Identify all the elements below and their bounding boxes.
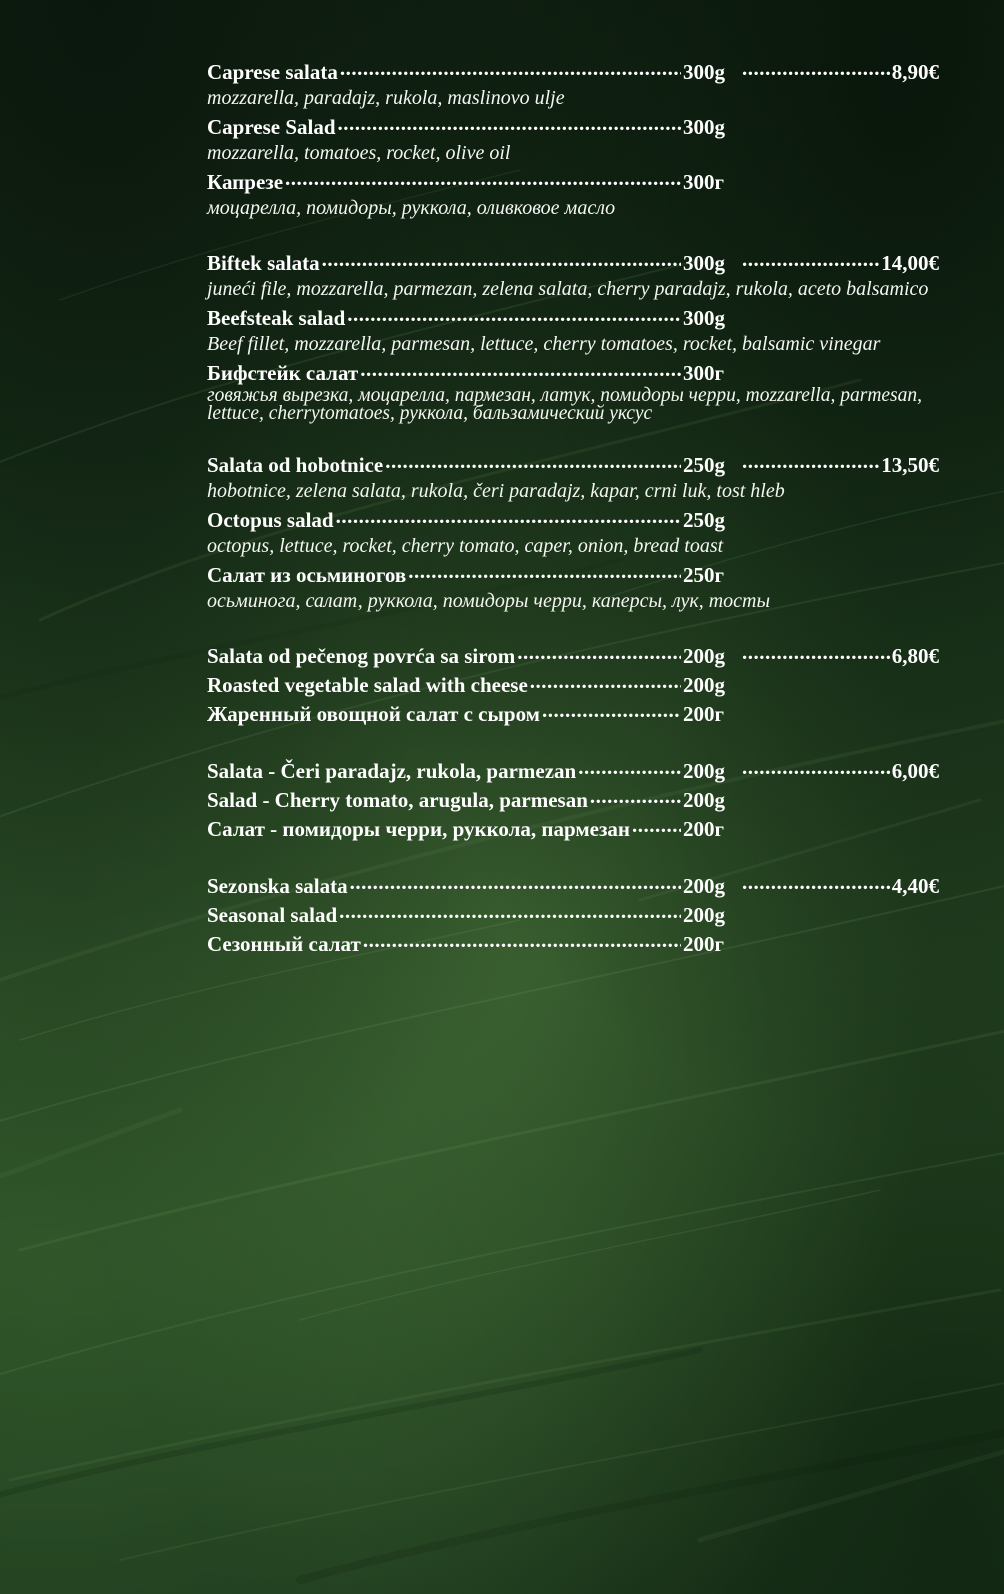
item-weight: 300g <box>683 60 725 84</box>
dot-leader <box>742 872 890 893</box>
item-weight: 200г <box>683 932 725 956</box>
dot-leader <box>590 786 681 807</box>
dot-leader <box>360 359 681 380</box>
item-name: Roasted vegetable salad with cheese <box>207 673 528 697</box>
item-weight: 200г <box>683 702 725 726</box>
dot-leader <box>542 700 681 721</box>
item-name: Beefsteak salad <box>207 306 346 330</box>
item-row <box>207 359 939 387</box>
item-price: 6,00€ <box>891 759 939 783</box>
item-description: mozzarella, paradajz, rukola, maslinovo ulje <box>207 87 565 109</box>
item-weight: 300г <box>683 170 725 194</box>
item-name: Salad - Cherry tomato, arugula, parmesan <box>207 788 588 812</box>
dot-leader <box>517 642 681 663</box>
item-weight: 200g <box>683 673 725 697</box>
item-name: Salata - Čeri paradajz, rukola, parmezan <box>207 759 577 783</box>
dot-leader <box>632 815 681 836</box>
item-row <box>207 757 939 786</box>
item-weight: 300г <box>683 361 725 385</box>
menu-item-roasted-vegetable <box>207 642 939 729</box>
item-weight: 200g <box>683 903 725 927</box>
item-name: Бифстейк салат <box>207 361 359 385</box>
item-weight: 250g <box>683 508 725 532</box>
item-row <box>207 671 939 700</box>
item-weight: 250g <box>683 453 725 477</box>
dot-leader <box>350 872 681 893</box>
item-row <box>207 506 939 534</box>
item-weight: 300g <box>683 306 725 330</box>
dot-leader <box>742 249 879 270</box>
item-row <box>207 451 939 479</box>
item-name: Seasonal salad <box>207 903 338 927</box>
dot-leader <box>338 113 681 134</box>
item-row <box>207 872 939 901</box>
item-price: 14,00€ <box>881 251 939 275</box>
dot-leader <box>339 901 681 922</box>
menu-item-seasonal <box>207 872 939 959</box>
item-name: Капрезе <box>207 170 284 194</box>
item-name: Салат из осьминогов <box>207 563 407 587</box>
dot-leader <box>742 642 890 663</box>
item-row <box>207 58 939 86</box>
item-row <box>207 930 939 959</box>
item-row <box>207 249 939 277</box>
item-name: Salata od hobotnice <box>207 453 384 477</box>
item-name: Сезонный салат <box>207 932 361 956</box>
item-name: Caprese Salad <box>207 115 336 139</box>
item-description: hobotnice, zelena salata, rukola, čeri paradajz, kapar, crni luk, tost hleb <box>207 480 785 502</box>
dot-leader <box>385 451 681 472</box>
item-description: моцарелла, помидоры, руккола, оливковое масло <box>207 197 616 219</box>
item-description: Beef fillet, mozzarella, parmesan, lettuce, cherry tomatoes, rocket, balsamic vinegar <box>207 333 881 355</box>
item-row <box>207 786 939 815</box>
item-weight: 200г <box>683 817 725 841</box>
salad-menu <box>207 58 939 987</box>
menu-item-octopus <box>207 451 939 614</box>
dot-leader <box>363 930 681 951</box>
dot-leader <box>742 757 890 778</box>
item-row <box>207 815 939 844</box>
item-name: Жаренный овощной салат с сыром <box>207 702 540 726</box>
dot-leader <box>578 757 681 778</box>
item-row <box>207 700 939 729</box>
item-row <box>207 901 939 930</box>
dot-leader <box>336 506 681 527</box>
item-row <box>207 561 939 589</box>
menu-item-beefsteak <box>207 249 939 423</box>
dot-leader <box>285 168 681 189</box>
item-weight: 300g <box>683 115 725 139</box>
item-name: Salata od pečenog povrća sa sirom <box>207 644 516 668</box>
item-description: octopus, lettuce, rocket, cherry tomato, caper, onion, bread toast <box>207 535 724 557</box>
item-weight: 200g <box>683 644 725 668</box>
item-description: говяжья вырезка, моцарелла, пармезан, латук, помидоры черри, mozzarella, parmesan, lettuce, cherrytomatoes, руккола, бальзамический уксус <box>207 385 923 424</box>
item-row <box>207 304 939 332</box>
dot-leader <box>408 561 681 582</box>
item-price: 13,50€ <box>881 453 939 477</box>
menu-item-cherry-tomato <box>207 757 939 844</box>
menu-item-caprese <box>207 58 939 221</box>
dot-leader <box>340 58 681 79</box>
item-description: осьминога, салат, руккола, помидоры черри, каперсы, лук, тосты <box>207 590 770 612</box>
item-description: juneći file, mozzarella, parmezan, zelena salata, cherry paradajz, rukola, aceto balsamico <box>207 278 929 300</box>
item-description: mozzarella, tomatoes, rocket, olive oil <box>207 142 511 164</box>
item-name: Caprese salata <box>207 60 338 84</box>
dot-leader <box>530 671 681 692</box>
item-name: Салат - помидоры черри, руккола, пармезан <box>207 817 631 841</box>
item-price: 8,90€ <box>891 60 939 84</box>
dot-leader <box>347 304 681 325</box>
item-price: 6,80€ <box>891 644 939 668</box>
item-weight: 250г <box>683 563 725 587</box>
item-name: Biftek salata <box>207 251 320 275</box>
item-weight: 200g <box>683 759 725 783</box>
item-weight: 200g <box>683 788 725 812</box>
item-weight: 300g <box>683 251 725 275</box>
dot-leader <box>742 58 890 79</box>
item-row <box>207 113 939 141</box>
dot-leader <box>742 451 879 472</box>
item-name: Octopus salad <box>207 508 334 532</box>
item-name: Sezonska salata <box>207 874 348 898</box>
item-row <box>207 168 939 196</box>
item-row <box>207 642 939 671</box>
item-weight: 200g <box>683 874 725 898</box>
dot-leader <box>322 249 681 270</box>
item-price: 4,40€ <box>891 874 939 898</box>
